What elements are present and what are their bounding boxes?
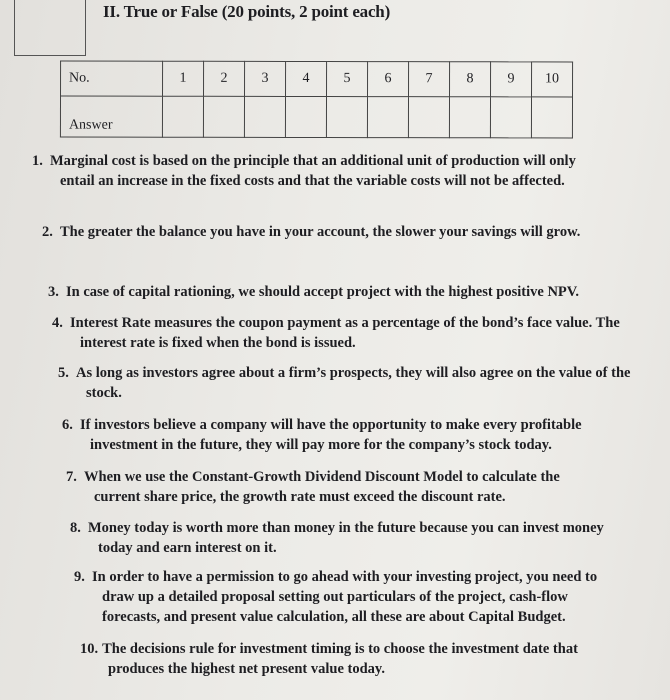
question-text: The decisions rule for investment timing is to choose the investment date that produces the highest net present value today. xyxy=(102,641,578,677)
question-10 xyxy=(80,639,578,679)
answer-header-cell: Answer xyxy=(60,96,162,137)
answer-table-number-row xyxy=(61,61,573,97)
question-7: 7. When we use the Constant-Growth Dividend Discount Model to calculate the current share price, the growth rate must exceed the discount rate. xyxy=(66,469,560,505)
section-title: II. True or False (20 points, 2 point each) xyxy=(103,2,391,21)
number-cell: 8 xyxy=(450,62,491,97)
question-text: The greater the balance you have in your account, the slower your savings will grow. xyxy=(60,224,581,240)
answer-cell[interactable] xyxy=(490,97,531,138)
question-number: 10. xyxy=(80,641,99,657)
question-text: When we use the Constant-Growth Dividend Discount Model to calculate the current share price, the growth rate must exceed the discount rate. xyxy=(84,469,560,505)
question-text: As long as investors agree about a firm’s prospects, they will also agree on the value of the stock. xyxy=(76,365,631,401)
answer-cell[interactable] xyxy=(162,96,203,137)
question-8: 8. Money today is worth more than money in the future because you can invest money today and earn interest on it. xyxy=(70,520,604,556)
answer-cell[interactable] xyxy=(244,96,285,137)
question-9: 9. In order to have a permission to go ahead with your investing project, you need to draw up a detailed proposal setting out particulars of the project, cash-flow forecasts, and present value calculation, all these are about Capital Budget. xyxy=(74,569,598,625)
answer-cell[interactable] xyxy=(408,97,449,138)
answer-cell[interactable] xyxy=(203,96,244,137)
answer-cell[interactable] xyxy=(367,97,408,138)
question-3: 3. In case of capital rationing, we should accept project with the highest positive NPV. xyxy=(48,284,579,300)
question-2: 2. The greater the balance you have in your account, the slower your savings will grow. xyxy=(42,224,581,240)
question-text: If investors believe a company will have the opportunity to make every profitable investment in the future, they will pay more for the company’s stock today. xyxy=(80,417,582,453)
question-text: Marginal cost is based on the principle that an additional unit of production will only entail an increase in the fixed costs and that the variable costs will not be affected. xyxy=(50,153,576,189)
score-box xyxy=(14,0,86,56)
number-cell: 6 xyxy=(368,62,409,97)
answer-cell[interactable] xyxy=(531,97,572,138)
answer-cell[interactable] xyxy=(449,97,490,138)
number-cell: 5 xyxy=(327,62,368,97)
answer-table xyxy=(60,61,573,139)
question-5: 5. As long as investors agree about a firm’s prospects, they will also agree on the value of the stock. xyxy=(58,365,631,401)
number-cell: 2 xyxy=(204,61,245,96)
question-text: Money today is worth more than money in the future because you can invest money today and earn interest on it. xyxy=(88,520,604,556)
question-text: Interest Rate measures the coupon payment as a percentage of the bond’s face value. The interest rate is fixed when the bond is issued. xyxy=(70,315,620,351)
number-cell: 3 xyxy=(245,61,286,96)
answer-cell[interactable] xyxy=(285,96,326,137)
question-text: In order to have a permission to go ahead with your investing project, you need to draw up a detailed proposal setting out particulars of the project, cash-flow forecasts, and present value calculation, all these are about Capital Budget. xyxy=(92,569,598,625)
number-cell: 10 xyxy=(532,62,573,97)
question-4: 4. Interest Rate measures the coupon payment as a percentage of the bond’s face value. The interest rate is fixed when the bond is issued. xyxy=(52,315,620,351)
number-header-cell: No. xyxy=(61,61,163,96)
question-6: 6. If investors believe a company will have the opportunity to make every profitable investment in the future, they will pay more for the company’s stock today. xyxy=(62,417,582,453)
answer-cell[interactable] xyxy=(326,97,367,138)
number-cell: 1 xyxy=(163,61,204,96)
number-cell: 9 xyxy=(491,62,532,97)
answer-table-answer-row xyxy=(60,96,572,138)
number-cell: 4 xyxy=(286,61,327,96)
question-text: In case of capital rationing, we should accept project with the highest positive NPV. xyxy=(66,284,579,300)
question-1: 1. Marginal cost is based on the principle that an additional unit of production will only entail an increase in the fixed costs and that the variable costs will not be affected. xyxy=(32,153,576,189)
number-cell: 7 xyxy=(409,62,450,97)
